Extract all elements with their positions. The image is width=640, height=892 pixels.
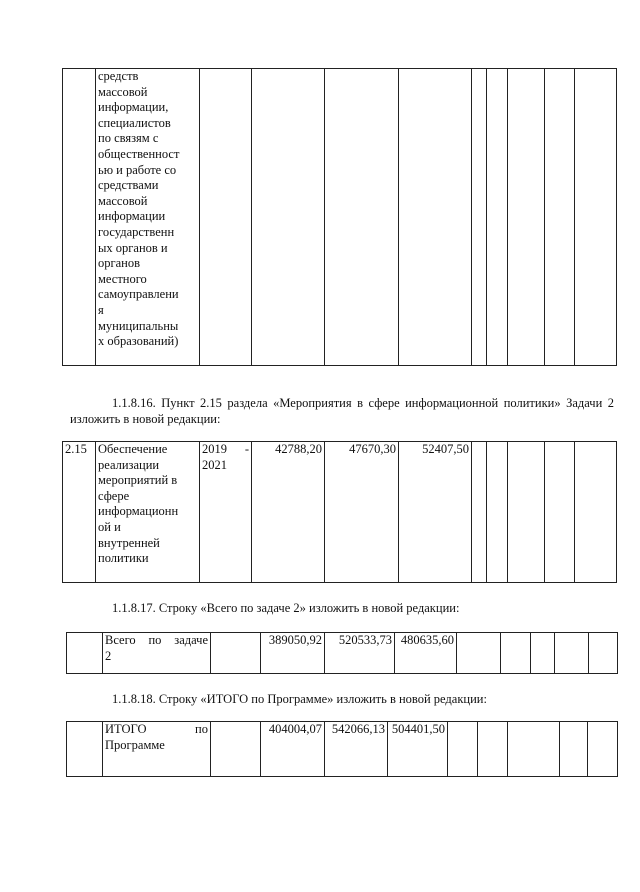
period-dash: - xyxy=(244,442,249,456)
table-cell xyxy=(478,722,508,777)
program-total-label-line xyxy=(105,722,208,738)
table-row xyxy=(67,722,618,777)
table-cell xyxy=(545,442,575,583)
paragraph-text: 1.1.8.18. Строку «ИТОГО по Программе» изложить в новой редакции: xyxy=(112,692,487,706)
table-cell xyxy=(399,69,472,366)
value-2: 520533,73 xyxy=(338,633,392,647)
value-3: 480635,60 xyxy=(400,633,454,647)
paragraph-1-1-8-16 xyxy=(70,396,614,427)
table-cell xyxy=(501,633,531,674)
value-1: 389050,92 xyxy=(268,633,322,647)
table-cell xyxy=(252,69,325,366)
table-row xyxy=(63,69,617,366)
table-cell xyxy=(531,633,555,674)
period-end: 2021 xyxy=(202,457,227,472)
event-name-cell xyxy=(96,69,200,366)
table-cell xyxy=(211,633,261,674)
event-name-text: Обеспечение реализации мероприятий в сфере информационн ой и внутренней политики xyxy=(98,442,179,566)
table-cell xyxy=(325,69,399,366)
period-line xyxy=(202,442,249,458)
table-cell xyxy=(472,442,487,583)
table-cell xyxy=(555,633,589,674)
period-start: 2019 xyxy=(202,442,227,456)
table-cell xyxy=(575,69,617,366)
table-row xyxy=(63,442,617,583)
table-cell xyxy=(457,633,501,674)
paragraph-1-1-8-18 xyxy=(70,692,614,708)
item-number-cell xyxy=(63,442,96,583)
table-cell xyxy=(472,69,487,366)
total-label-word: задаче xyxy=(174,633,208,647)
table-item-2-15 xyxy=(62,441,617,583)
event-name-cell xyxy=(96,442,200,583)
total-label-cell xyxy=(103,633,211,674)
program-total-label-word: ИТОГО xyxy=(105,722,147,736)
table-total-task-2 xyxy=(66,632,618,674)
value-cell-3 xyxy=(399,442,472,583)
value-cell-3 xyxy=(388,722,448,777)
program-total-label-cell xyxy=(103,722,211,777)
value-1: 404004,07 xyxy=(268,722,322,736)
value-cell-2 xyxy=(325,633,395,674)
value-cell-3 xyxy=(395,633,457,674)
value-cell-1 xyxy=(252,442,325,583)
table-cell xyxy=(211,722,261,777)
value-cell-2 xyxy=(325,722,388,777)
value-2: 542066,13 xyxy=(331,722,385,736)
value-cell-1 xyxy=(261,633,325,674)
table-cell xyxy=(588,722,618,777)
table-cell xyxy=(487,442,508,583)
table-fragment-continuation xyxy=(62,68,617,366)
value-3: 504401,50 xyxy=(391,722,445,736)
paragraph-1-1-8-17 xyxy=(70,601,614,617)
value-1: 42788,20 xyxy=(275,442,322,456)
table-cell xyxy=(508,69,545,366)
total-label-line xyxy=(105,633,208,649)
table-cell xyxy=(67,633,103,674)
table-cell xyxy=(487,69,508,366)
program-total-label-word: Программе xyxy=(105,737,165,752)
table-cell xyxy=(508,442,545,583)
table-cell xyxy=(560,722,588,777)
table-cell xyxy=(589,633,618,674)
total-label-word: по xyxy=(148,633,162,647)
period-cell xyxy=(200,442,252,583)
table-cell xyxy=(575,442,617,583)
table-cell xyxy=(448,722,478,777)
table-cell xyxy=(200,69,252,366)
table-cell xyxy=(545,69,575,366)
value-3: 52407,50 xyxy=(422,442,469,456)
table-cell xyxy=(63,69,96,366)
table-cell xyxy=(67,722,103,777)
item-number: 2.15 xyxy=(65,442,87,456)
total-label-word: 2 xyxy=(105,648,112,663)
program-total-label-word: по xyxy=(195,722,208,736)
table-program-total xyxy=(66,721,618,777)
value-cell-1 xyxy=(261,722,325,777)
event-name-text: средств массовой информации, специалистов по связям с общественност ью и работе со средствами массовой информации государственн ых органов и органов местного самоуправлени я муниципальны х образований) xyxy=(98,69,180,349)
table-row xyxy=(67,633,618,674)
paragraph-text: 1.1.8.17. Строку «Всего по задаче 2» изложить в новой редакции: xyxy=(112,601,460,615)
value-2: 47670,30 xyxy=(349,442,396,456)
value-cell-2 xyxy=(325,442,399,583)
total-label-word: Всего xyxy=(105,633,136,647)
paragraph-text: 1.1.8.16. Пункт 2.15 раздела «Мероприятия в сфере информационной политики» Задачи 2 изложить в новой редакции: xyxy=(70,396,614,426)
table-cell xyxy=(508,722,560,777)
